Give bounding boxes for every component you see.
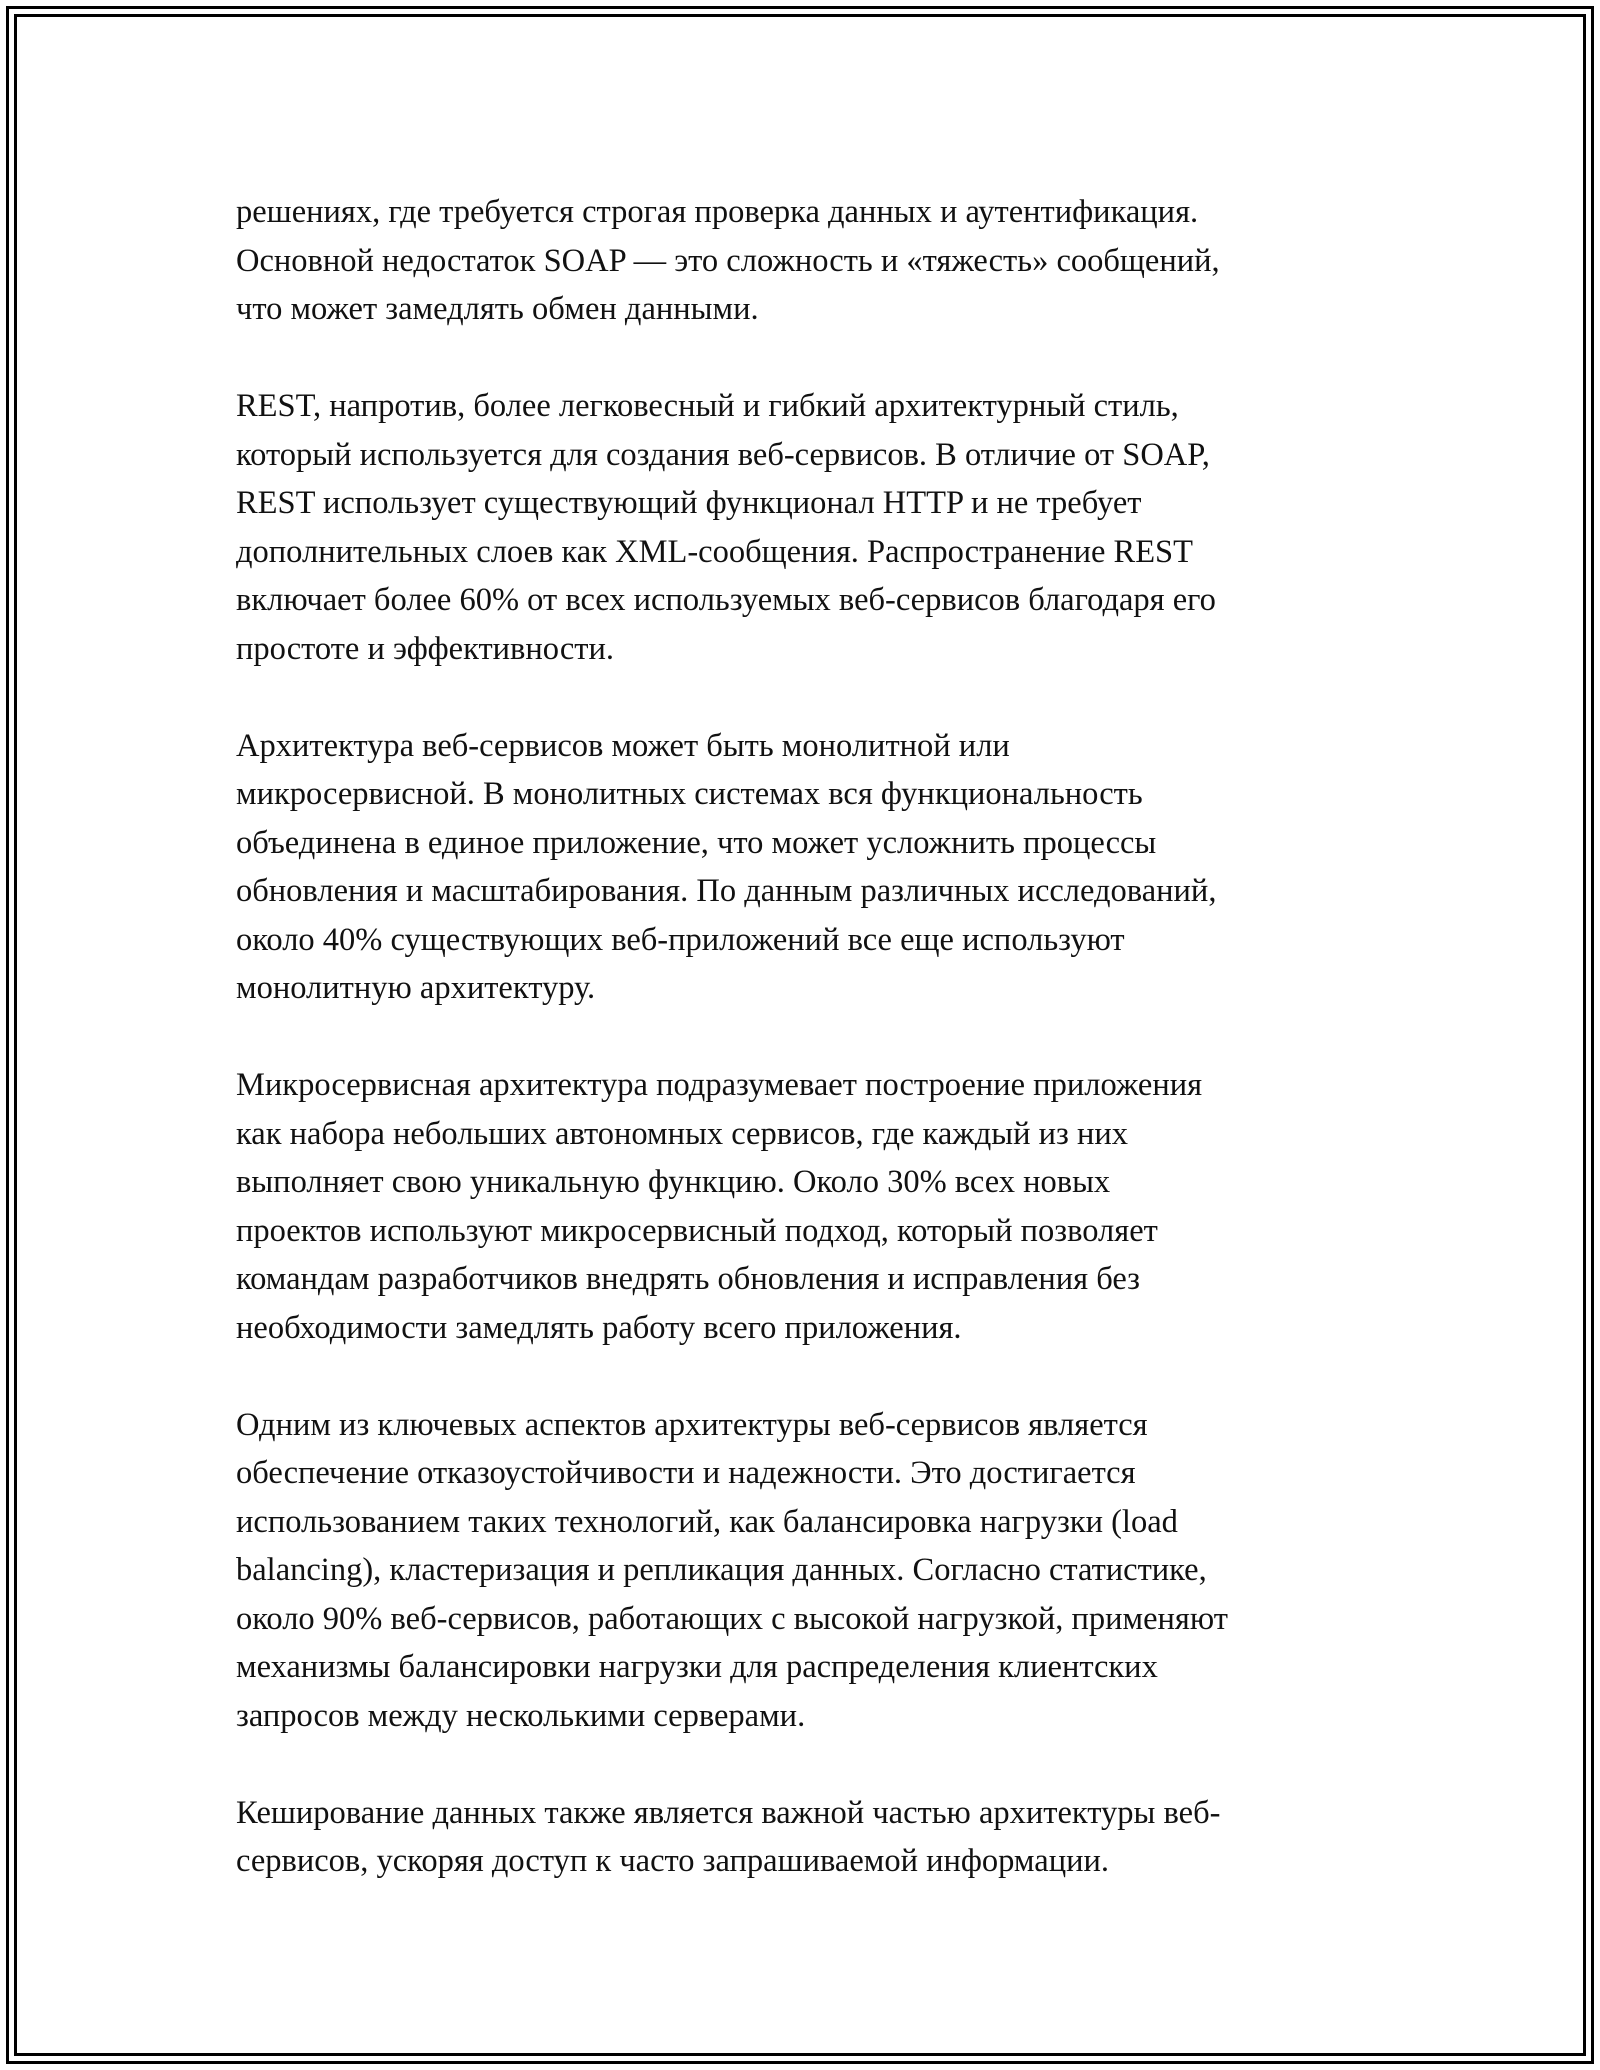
text-line: необходимости замедлять работу всего приложения. xyxy=(236,1309,962,1346)
text-line: монолитную архитектуру. xyxy=(236,970,596,1006)
paragraph-fault-tolerance xyxy=(236,1401,1376,1741)
text-line: что может замедлять обмен данными. xyxy=(236,291,759,327)
paragraph-caching xyxy=(236,1789,1376,1886)
text-line: сервисов, ускоряя доступ к часто запрашиваемой информации. xyxy=(236,1843,1110,1879)
text-line: запросов между несколькими серверами. xyxy=(236,1697,806,1734)
text-line: включает более 60% от всех используемых веб-сервисов благодаря его xyxy=(236,582,1216,618)
text-line: REST, напротив, более легковесный и гибкий архитектурный стиль, xyxy=(236,388,1179,424)
text-line: объединена в единое приложение, что может усложнить процессы xyxy=(236,824,1157,861)
text-line: REST использует существующий функционал HTTP и не требует xyxy=(236,485,1142,521)
text-line: как набора небольших автономных сервисов, где каждый из них xyxy=(236,1115,1128,1152)
text-line: обновления и масштабирования. По данным различных исследований, xyxy=(236,873,1217,909)
text-line: решениях, где требуется строгая проверка данных и аутентификация. xyxy=(236,194,1199,230)
paragraph-monolith xyxy=(236,722,1376,1013)
text-line: использованием таких технологий, как балансировка нагрузки (load xyxy=(236,1503,1178,1540)
text-line: простоте и эффективности. xyxy=(236,630,615,667)
text-line: около 40% существующих веб-приложений все еще используют xyxy=(236,921,1125,958)
text-line: проектов используют микросервисный подход, который позволяет xyxy=(236,1212,1158,1249)
text-line: Архитектура веб-сервисов может быть монолитной или xyxy=(236,727,1010,764)
text-line: выполняет свою уникальную функцию. Около 30% всех новых xyxy=(236,1164,1111,1200)
text-line: командам разработчиков внедрять обновления и исправления без xyxy=(236,1261,1140,1297)
text-line: механизмы балансировки нагрузки для распределения клиентских xyxy=(236,1649,1158,1685)
text-line: около 90% веб-сервисов, работающих с высокой нагрузкой, применяют xyxy=(236,1600,1228,1637)
text-line: дополнительных слоев как XML-сообщения. Распространение REST xyxy=(236,533,1193,570)
document-body xyxy=(236,188,1376,1886)
text-line: Кеширование данных также является важной частью архитектуры веб- xyxy=(236,1794,1221,1831)
text-line: balancing), кластеризация и репликация данных. Согласно статистике, xyxy=(236,1552,1207,1588)
text-line: Основной недостаток SOAP — это сложность и «тяжесть» сообщений, xyxy=(236,242,1220,279)
text-line: Микросервисная архитектура подразумевает построение приложения xyxy=(236,1067,1203,1103)
text-line: который используется для создания веб-сервисов. В отличие от SOAP, xyxy=(236,436,1210,473)
text-line: Одним из ключевых аспектов архитектуры веб-сервисов является xyxy=(236,1406,1148,1443)
paragraph-microservices xyxy=(236,1061,1376,1352)
text-line: микросервисной. В монолитных системах вся функциональность xyxy=(236,776,1143,812)
paragraph-rest xyxy=(236,382,1376,673)
paragraph-soap-summary xyxy=(236,188,1376,334)
text-line: обеспечение отказоустойчивости и надежности. Это достигается xyxy=(236,1455,1136,1491)
